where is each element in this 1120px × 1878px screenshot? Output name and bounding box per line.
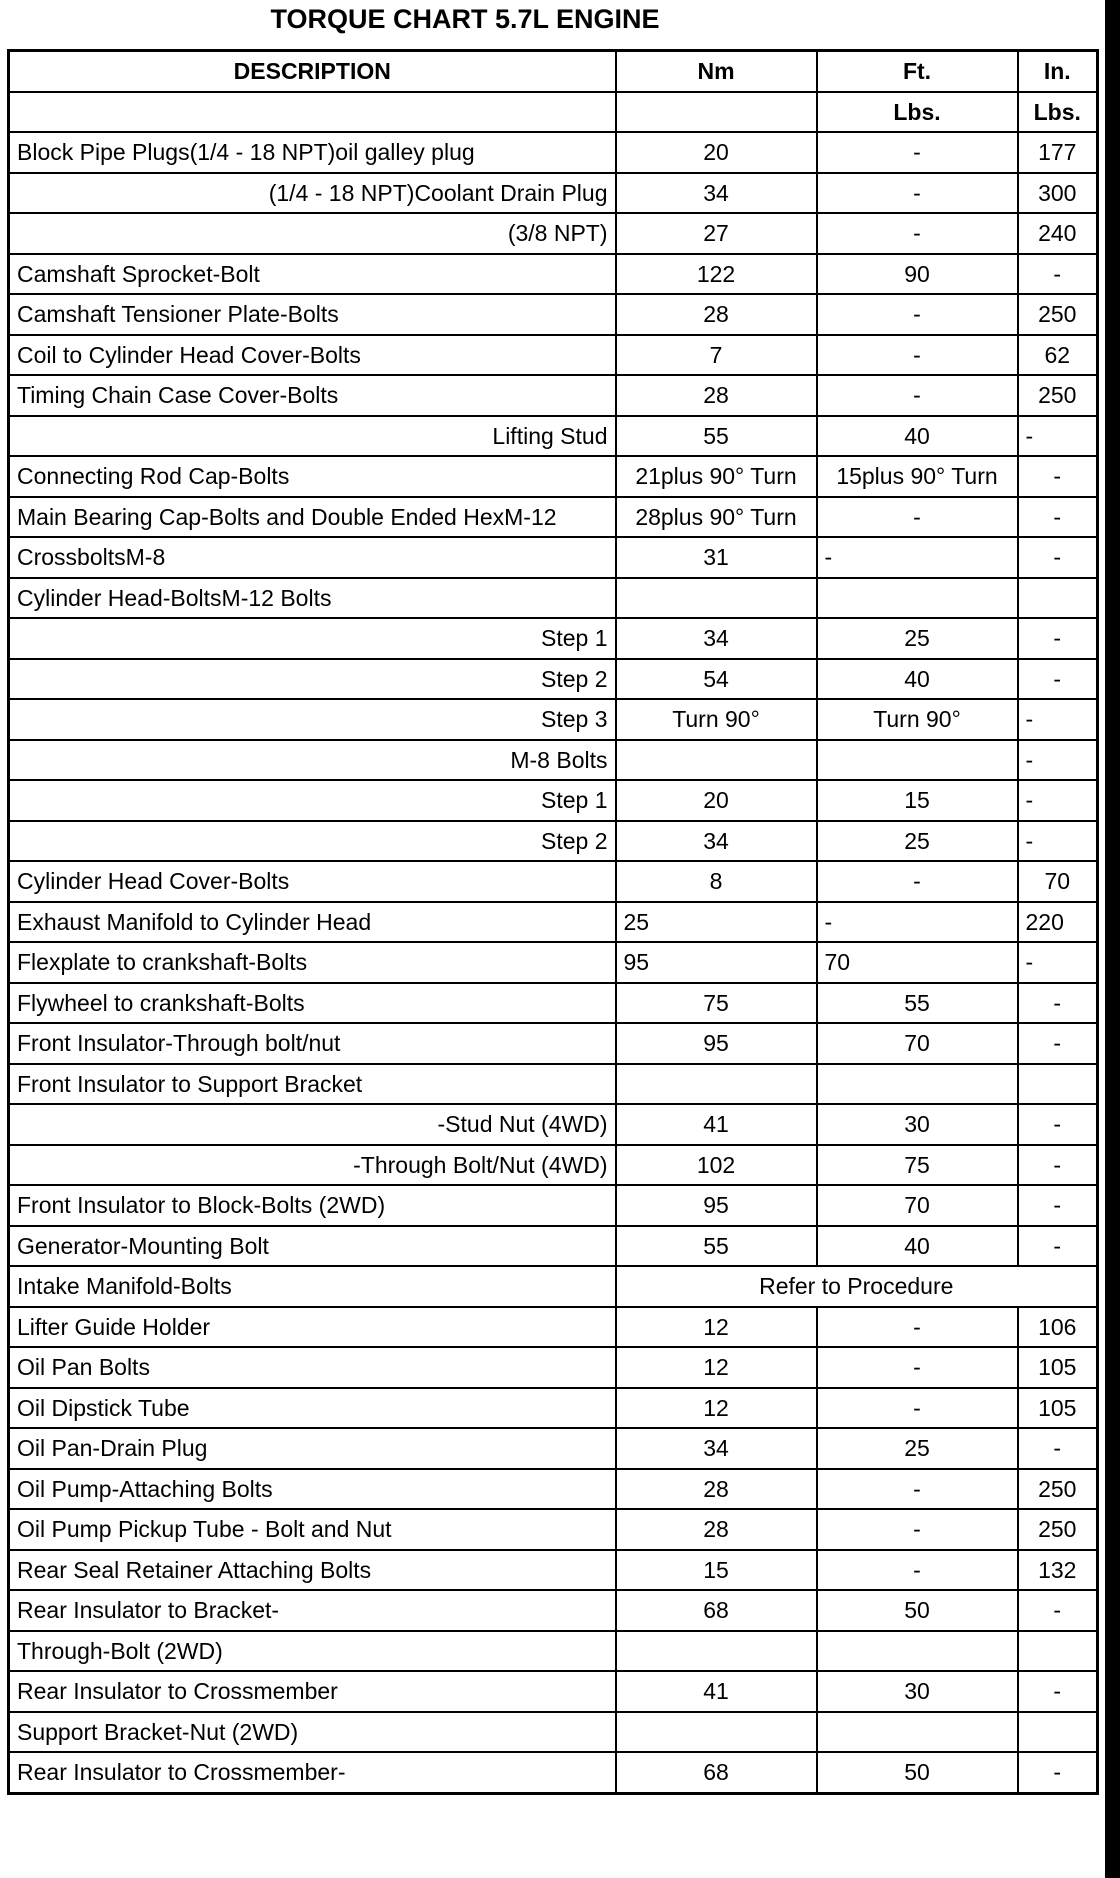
cell-nm: 95	[616, 942, 817, 983]
cell-in-lbs	[1018, 578, 1098, 619]
table-row	[9, 1185, 1098, 1226]
cell-ft-lbs	[817, 1631, 1018, 1672]
header-nm: Nm	[616, 51, 817, 92]
cell-description: CrossboltsM-8	[9, 537, 616, 578]
cell-description: (3/8 NPT)	[9, 213, 616, 254]
cell-ft-lbs: 70	[817, 1185, 1018, 1226]
cell-ft-lbs	[817, 1712, 1018, 1753]
cell-nm	[616, 1064, 817, 1105]
cell-ft-lbs: 70	[817, 1023, 1018, 1064]
cell-ft-lbs	[817, 740, 1018, 781]
cell-description: Flywheel to crankshaft-Bolts	[9, 983, 616, 1024]
cell-description: Oil Pump-Attaching Bolts	[9, 1469, 616, 1510]
cell-in-lbs: -	[1018, 659, 1098, 700]
cell-nm: 122	[616, 254, 817, 295]
table-row	[9, 699, 1098, 740]
cell-nm: 68	[616, 1590, 817, 1631]
cell-nm: Turn 90°	[616, 699, 817, 740]
table-row	[9, 294, 1098, 335]
cell-nm: 20	[616, 132, 817, 173]
cell-nm: 25	[616, 902, 817, 943]
cell-in-lbs: -	[1018, 699, 1098, 740]
cell-ft-lbs: 40	[817, 659, 1018, 700]
cell-nm	[616, 578, 817, 619]
cell-description: (1/4 - 18 NPT)Coolant Drain Plug	[9, 173, 616, 214]
cell-ft-lbs: -	[817, 173, 1018, 214]
cell-description: Through-Bolt (2WD)	[9, 1631, 616, 1672]
cell-in-lbs: -	[1018, 1671, 1098, 1712]
cell-in-lbs: -	[1018, 254, 1098, 295]
right-edge-bar	[1105, 0, 1120, 1878]
cell-ft-lbs: -	[817, 132, 1018, 173]
cell-description: Oil Pump Pickup Tube - Bolt and Nut	[9, 1509, 616, 1550]
cell-ft-lbs: 90	[817, 254, 1018, 295]
table-row	[9, 780, 1098, 821]
cell-nm: 15	[616, 1550, 817, 1591]
cell-description: Step 2	[9, 821, 616, 862]
cell-in-lbs: -	[1018, 1185, 1098, 1226]
cell-description: Generator-Mounting Bolt	[9, 1226, 616, 1267]
cell-nm: 55	[616, 1226, 817, 1267]
table-row	[9, 659, 1098, 700]
cell-in-lbs: 220	[1018, 902, 1098, 943]
table-row	[9, 1347, 1098, 1388]
table-row	[9, 254, 1098, 295]
cell-nm: 12	[616, 1347, 817, 1388]
cell-ft-lbs: Turn 90°	[817, 699, 1018, 740]
table-row	[9, 497, 1098, 538]
cell-in-lbs	[1018, 1064, 1098, 1105]
cell-description: Support Bracket-Nut (2WD)	[9, 1712, 616, 1753]
cell-in-lbs: -	[1018, 416, 1098, 457]
table-row	[9, 578, 1098, 619]
table-row	[9, 902, 1098, 943]
table-row	[9, 1712, 1098, 1753]
table-row	[9, 983, 1098, 1024]
cell-in-lbs: 250	[1018, 1509, 1098, 1550]
cell-description: -Stud Nut (4WD)	[9, 1104, 616, 1145]
cell-ft-lbs: -	[817, 1550, 1018, 1591]
table-row	[9, 1064, 1098, 1105]
header-ft-unit: Lbs.	[817, 92, 1018, 133]
cell-nm: 28	[616, 294, 817, 335]
table-row	[9, 1266, 1098, 1307]
cell-in-lbs: -	[1018, 618, 1098, 659]
cell-ft-lbs: -	[817, 537, 1018, 578]
cell-ft-lbs: 30	[817, 1671, 1018, 1712]
header-in: In.	[1018, 51, 1098, 92]
cell-in-lbs: 70	[1018, 861, 1098, 902]
cell-description: Rear Insulator to Bracket-	[9, 1590, 616, 1631]
cell-ft-lbs: 75	[817, 1145, 1018, 1186]
table-row	[9, 1307, 1098, 1348]
cell-nm: 21plus 90° Turn	[616, 456, 817, 497]
cell-description: -Through Bolt/Nut (4WD)	[9, 1145, 616, 1186]
torque-table	[7, 49, 1099, 1795]
cell-description: Connecting Rod Cap-Bolts	[9, 456, 616, 497]
cell-description: Camshaft Sprocket-Bolt	[9, 254, 616, 295]
cell-nm: 41	[616, 1104, 817, 1145]
cell-nm: 34	[616, 821, 817, 862]
cell-ft-lbs: 25	[817, 821, 1018, 862]
cell-in-lbs: -	[1018, 497, 1098, 538]
header-description-sub	[9, 92, 616, 133]
table-row	[9, 1388, 1098, 1429]
cell-nm: 95	[616, 1023, 817, 1064]
cell-nm: 20	[616, 780, 817, 821]
table-row	[9, 1590, 1098, 1631]
cell-description: Main Bearing Cap-Bolts and Double Ended HexM-12	[9, 497, 616, 538]
cell-ft-lbs: -	[817, 375, 1018, 416]
table-row	[9, 456, 1098, 497]
cell-in-lbs: -	[1018, 1023, 1098, 1064]
cell-description: Step 1	[9, 780, 616, 821]
header-in-unit: Lbs.	[1018, 92, 1098, 133]
cell-ft-lbs: 50	[817, 1590, 1018, 1631]
cell-ft-lbs: -	[817, 1509, 1018, 1550]
table-row	[9, 537, 1098, 578]
table-row	[9, 1104, 1098, 1145]
cell-ft-lbs: -	[817, 1307, 1018, 1348]
cell-description: Cylinder Head Cover-Bolts	[9, 861, 616, 902]
cell-ft-lbs: 15plus 90° Turn	[817, 456, 1018, 497]
table-row	[9, 1550, 1098, 1591]
table-row	[9, 1509, 1098, 1550]
table-row	[9, 416, 1098, 457]
cell-nm: 28	[616, 375, 817, 416]
cell-in-lbs: -	[1018, 942, 1098, 983]
cell-in-lbs: 177	[1018, 132, 1098, 173]
cell-nm: 55	[616, 416, 817, 457]
cell-ft-lbs: 40	[817, 416, 1018, 457]
cell-in-lbs: 105	[1018, 1347, 1098, 1388]
cell-ft-lbs: -	[817, 1347, 1018, 1388]
table-row	[9, 618, 1098, 659]
cell-nm: 12	[616, 1388, 817, 1429]
cell-in-lbs: -	[1018, 1428, 1098, 1469]
cell-nm: 102	[616, 1145, 817, 1186]
table-row	[9, 375, 1098, 416]
cell-in-lbs: 132	[1018, 1550, 1098, 1591]
cell-in-lbs: -	[1018, 1752, 1098, 1793]
cell-ft-lbs: 25	[817, 618, 1018, 659]
cell-description: Lifter Guide Holder	[9, 1307, 616, 1348]
cell-nm: 34	[616, 1428, 817, 1469]
header-ft: Ft.	[817, 51, 1018, 92]
table-row	[9, 1671, 1098, 1712]
cell-nm: 95	[616, 1185, 817, 1226]
cell-nm	[616, 1712, 817, 1753]
cell-description: Cylinder Head-BoltsM-12 Bolts	[9, 578, 616, 619]
table-row	[9, 132, 1098, 173]
table-row	[9, 740, 1098, 781]
cell-nm: 7	[616, 335, 817, 376]
cell-ft-lbs: -	[817, 213, 1018, 254]
cell-in-lbs: 105	[1018, 1388, 1098, 1429]
cell-description: Intake Manifold-Bolts	[9, 1266, 616, 1307]
cell-nm: 8	[616, 861, 817, 902]
cell-in-lbs	[1018, 1712, 1098, 1753]
cell-in-lbs: -	[1018, 1590, 1098, 1631]
cell-description: Timing Chain Case Cover-Bolts	[9, 375, 616, 416]
cell-ft-lbs: -	[817, 497, 1018, 538]
header-row-2	[9, 92, 1098, 133]
cell-ft-lbs: 30	[817, 1104, 1018, 1145]
table-row	[9, 821, 1098, 862]
table-row	[9, 1469, 1098, 1510]
table-row	[9, 213, 1098, 254]
cell-ft-lbs: 40	[817, 1226, 1018, 1267]
cell-ft-lbs	[817, 1064, 1018, 1105]
cell-in-lbs: -	[1018, 983, 1098, 1024]
cell-description: Step 3	[9, 699, 616, 740]
cell-nm: 12	[616, 1307, 817, 1348]
cell-description: Rear Insulator to Crossmember-	[9, 1752, 616, 1793]
cell-nm: 41	[616, 1671, 817, 1712]
cell-nm: 54	[616, 659, 817, 700]
table-row	[9, 335, 1098, 376]
cell-ft-lbs: 55	[817, 983, 1018, 1024]
cell-description: Oil Pan-Drain Plug	[9, 1428, 616, 1469]
cell-nm: 28	[616, 1509, 817, 1550]
cell-ft-lbs: 70	[817, 942, 1018, 983]
cell-in-lbs: 250	[1018, 1469, 1098, 1510]
cell-ft-lbs: 50	[817, 1752, 1018, 1793]
cell-description: Front Insulator to Block-Bolts (2WD)	[9, 1185, 616, 1226]
cell-description: Block Pipe Plugs(1/4 - 18 NPT)oil galley plug	[9, 132, 616, 173]
cell-description: Oil Pan Bolts	[9, 1347, 616, 1388]
cell-ft-lbs	[817, 578, 1018, 619]
cell-ft-lbs: 25	[817, 1428, 1018, 1469]
cell-nm: 28	[616, 1469, 817, 1510]
cell-description: Camshaft Tensioner Plate-Bolts	[9, 294, 616, 335]
cell-ft-lbs: -	[817, 335, 1018, 376]
cell-in-lbs: 240	[1018, 213, 1098, 254]
cell-nm: 34	[616, 173, 817, 214]
header-row-1	[9, 51, 1098, 92]
table-row	[9, 1428, 1098, 1469]
cell-in-lbs: -	[1018, 1104, 1098, 1145]
table-row	[9, 1631, 1098, 1672]
cell-nm: 68	[616, 1752, 817, 1793]
cell-nm	[616, 1631, 817, 1672]
cell-in-lbs: 106	[1018, 1307, 1098, 1348]
cell-in-lbs: -	[1018, 740, 1098, 781]
cell-description: Oil Dipstick Tube	[9, 1388, 616, 1429]
cell-ft-lbs: -	[817, 1388, 1018, 1429]
table-row	[9, 173, 1098, 214]
cell-description: Rear Insulator to Crossmember	[9, 1671, 616, 1712]
cell-in-lbs: -	[1018, 780, 1098, 821]
cell-description: Flexplate to crankshaft-Bolts	[9, 942, 616, 983]
header-description: DESCRIPTION	[9, 51, 616, 92]
cell-description: Rear Seal Retainer Attaching Bolts	[9, 1550, 616, 1591]
cell-description: Front Insulator-Through bolt/nut	[9, 1023, 616, 1064]
table-row	[9, 1226, 1098, 1267]
cell-in-lbs: -	[1018, 456, 1098, 497]
header-nm-sub	[616, 92, 817, 133]
cell-ft-lbs: 15	[817, 780, 1018, 821]
cell-nm: 75	[616, 983, 817, 1024]
cell-ft-lbs: -	[817, 1469, 1018, 1510]
cell-description: Front Insulator to Support Bracket	[9, 1064, 616, 1105]
table-row	[9, 1752, 1098, 1793]
page-title: TORQUE CHART 5.7L ENGINE	[270, 4, 660, 34]
cell-nm: 34	[616, 618, 817, 659]
cell-in-lbs: -	[1018, 537, 1098, 578]
cell-description: Lifting Stud	[9, 416, 616, 457]
cell-ft-lbs: -	[817, 861, 1018, 902]
cell-in-lbs: -	[1018, 1226, 1098, 1267]
cell-description: M-8 Bolts	[9, 740, 616, 781]
cell-in-lbs: 250	[1018, 375, 1098, 416]
cell-in-lbs: -	[1018, 1145, 1098, 1186]
cell-description: Coil to Cylinder Head Cover-Bolts	[9, 335, 616, 376]
table-row	[9, 861, 1098, 902]
cell-in-lbs: -	[1018, 821, 1098, 862]
cell-ft-lbs: -	[817, 902, 1018, 943]
cell-nm	[616, 740, 817, 781]
cell-nm: 28plus 90° Turn	[616, 497, 817, 538]
cell-in-lbs: 250	[1018, 294, 1098, 335]
table-row	[9, 942, 1098, 983]
cell-description: Step 1	[9, 618, 616, 659]
cell-description: Exhaust Manifold to Cylinder Head	[9, 902, 616, 943]
cell-nm: 31	[616, 537, 817, 578]
cell-ft-lbs: -	[817, 294, 1018, 335]
cell-in-lbs	[1018, 1631, 1098, 1672]
cell-in-lbs: 62	[1018, 335, 1098, 376]
cell-nm: 27	[616, 213, 817, 254]
table-row	[9, 1145, 1098, 1186]
table-row	[9, 1023, 1098, 1064]
cell-note: Refer to Procedure	[616, 1266, 1098, 1307]
cell-in-lbs: 300	[1018, 173, 1098, 214]
cell-description: Step 2	[9, 659, 616, 700]
table-body	[9, 132, 1098, 1793]
